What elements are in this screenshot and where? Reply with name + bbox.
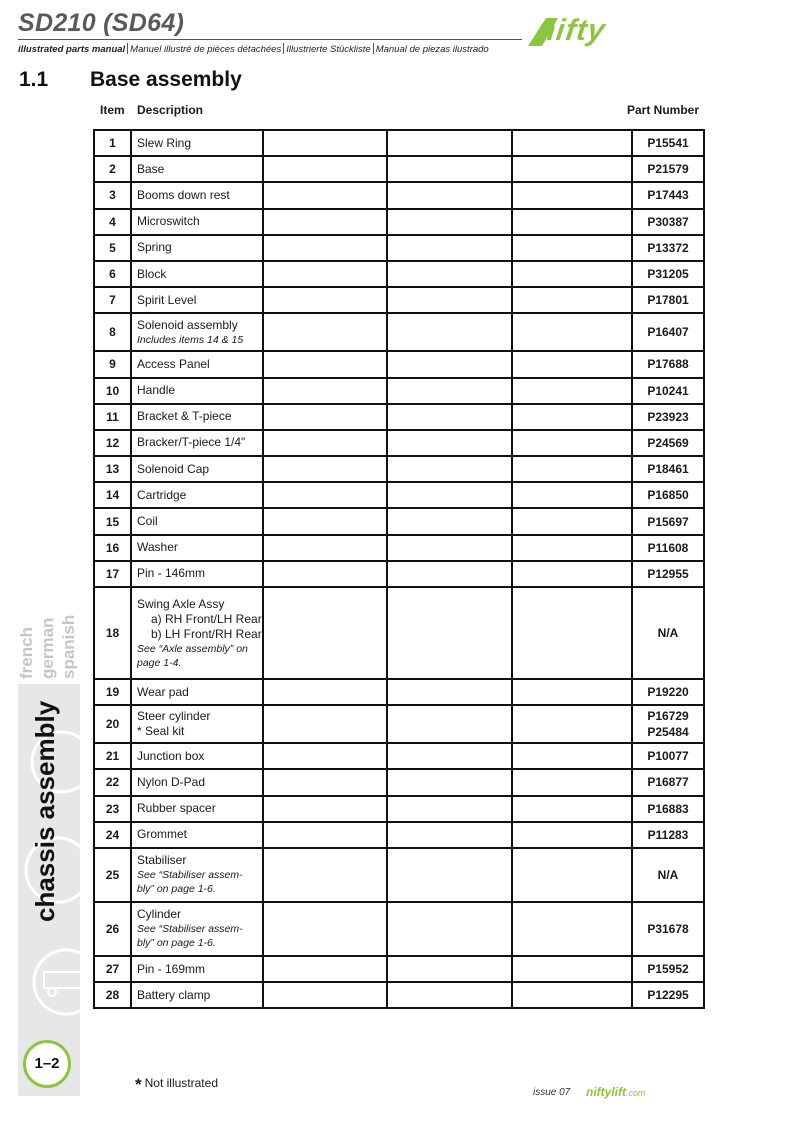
- blank-cell: [512, 182, 632, 208]
- description-cell: [131, 743, 263, 769]
- blank-cell: [263, 587, 387, 679]
- table-row: [94, 679, 704, 705]
- item-number-cell: 10: [94, 378, 131, 404]
- description-text: Bracket & T-piece: [137, 409, 232, 424]
- description-cell: [131, 822, 263, 848]
- item-number-cell: 2: [94, 156, 131, 182]
- item-number-cell: 18: [94, 587, 131, 679]
- blank-cell: [512, 902, 632, 956]
- description-cell: [131, 156, 263, 182]
- item-number-cell: 3: [94, 182, 131, 208]
- sidebar-language-spanish: spanish: [59, 614, 78, 679]
- subtitle-separator: [127, 43, 128, 54]
- part-number-text: P10077: [647, 749, 689, 764]
- chassis-watermark-icon: [34, 950, 80, 1014]
- blank-cell: [263, 156, 387, 182]
- description-cell: [131, 587, 263, 679]
- description-cell: [131, 313, 263, 351]
- part-number-cell: [632, 235, 704, 261]
- table-row: [94, 848, 704, 902]
- subtitle-german: Illustrierte Stückliste: [286, 44, 371, 55]
- item-number-cell: 8: [94, 313, 131, 351]
- description-cell: [131, 378, 263, 404]
- part-number-text: N/A: [657, 626, 679, 640]
- part-number-cell: [632, 209, 704, 235]
- table-row: [94, 743, 704, 769]
- item-number-cell: 1: [94, 130, 131, 156]
- part-number-cell: [632, 156, 704, 182]
- part-number-text: P15541: [647, 136, 689, 151]
- header-rule: [18, 39, 522, 40]
- description-text: Booms down rest: [137, 187, 230, 202]
- part-number-cell: [632, 456, 704, 482]
- table-row: [94, 956, 704, 982]
- blank-cell: [387, 482, 512, 508]
- column-header-item: Item: [100, 103, 125, 117]
- blank-cell: [387, 535, 512, 561]
- blank-cell: [512, 561, 632, 587]
- item-number-cell: 19: [94, 679, 131, 705]
- blank-cell: [512, 313, 632, 351]
- header-subtitle: [18, 43, 489, 55]
- part-number-cell: [632, 679, 704, 705]
- description-text: Solenoid Cap: [137, 461, 210, 476]
- blank-cell: [512, 378, 632, 404]
- page-number-badge: 1–2: [23, 1040, 71, 1088]
- part-number-text: P12295: [647, 988, 689, 1003]
- part-number-text: P17801: [647, 293, 689, 308]
- blank-cell: [387, 679, 512, 705]
- blank-cell: [512, 822, 632, 848]
- part-number-cell: [632, 130, 704, 156]
- description-text: Washer: [137, 540, 178, 555]
- blank-cell: [512, 769, 632, 795]
- description-cell: [131, 769, 263, 795]
- blank-cell: [263, 404, 387, 430]
- part-number-text: P16877: [647, 775, 689, 790]
- part-number-cell: [632, 404, 704, 430]
- blank-cell: [263, 130, 387, 156]
- part-number-cell: [632, 482, 704, 508]
- description-cell: [131, 902, 263, 956]
- part-number-text: P11283: [647, 827, 689, 842]
- item-number-cell: 25: [94, 848, 131, 902]
- description-text: Pin - 146mm: [137, 566, 206, 581]
- item-number-cell: 4: [94, 209, 131, 235]
- table-row: [94, 378, 704, 404]
- blank-cell: [263, 508, 387, 534]
- blank-cell: [512, 956, 632, 982]
- table-row: [94, 982, 704, 1008]
- blank-cell: [263, 430, 387, 456]
- part-number-cell: [632, 982, 704, 1008]
- blank-cell: [263, 261, 387, 287]
- blank-cell: [512, 351, 632, 377]
- table-row: [94, 705, 704, 743]
- item-number-cell: 28: [94, 982, 131, 1008]
- subtitle-english: illustrated parts manual: [18, 44, 126, 55]
- item-number-cell: 16: [94, 535, 131, 561]
- blank-cell: [512, 235, 632, 261]
- description-note: See “Axle assembly” on: [137, 642, 248, 655]
- item-number-cell: 14: [94, 482, 131, 508]
- description-text: Block: [137, 266, 167, 281]
- description-cell: [131, 561, 263, 587]
- table-row: [94, 587, 704, 679]
- blank-cell: [387, 561, 512, 587]
- description-text: Coil: [137, 514, 158, 529]
- blank-cell: [512, 156, 632, 182]
- blank-cell: [512, 982, 632, 1008]
- part-number-cell: [632, 848, 704, 902]
- blank-cell: [387, 182, 512, 208]
- parts-table: [93, 129, 705, 1009]
- part-number-text: P16407: [647, 325, 689, 340]
- footnote-asterisk: *: [135, 1075, 142, 1094]
- item-number-cell: 7: [94, 287, 131, 313]
- part-number-cell: [632, 287, 704, 313]
- blank-cell: [387, 796, 512, 822]
- blank-cell: [512, 796, 632, 822]
- part-number-text: P24569: [647, 435, 689, 450]
- description-note: See “Stabiliser assem-: [137, 869, 243, 882]
- part-number-cell: [632, 956, 704, 982]
- blank-cell: [387, 404, 512, 430]
- table-row: [94, 822, 704, 848]
- item-number-cell: 23: [94, 796, 131, 822]
- description-text: * Seal kit: [137, 724, 185, 739]
- blank-cell: [263, 351, 387, 377]
- description-text: Access Panel: [137, 356, 210, 371]
- blank-cell: [263, 209, 387, 235]
- description-cell: [131, 182, 263, 208]
- description-text: Handle: [137, 383, 176, 398]
- blank-cell: [387, 848, 512, 902]
- blank-cell: [263, 956, 387, 982]
- sidebar-language-german: german: [38, 617, 57, 679]
- blank-cell: [387, 430, 512, 456]
- description-text: Slew Ring: [137, 135, 192, 150]
- table-row: [94, 130, 704, 156]
- table-row: [94, 182, 704, 208]
- part-number-text: P31678: [647, 921, 689, 936]
- part-number-cell: [632, 378, 704, 404]
- part-number-text: P12955: [647, 566, 689, 581]
- blank-cell: [263, 982, 387, 1008]
- table-row: [94, 430, 704, 456]
- blank-cell: [512, 705, 632, 743]
- blank-cell: [387, 209, 512, 235]
- blank-cell: [387, 287, 512, 313]
- blank-cell: [263, 561, 387, 587]
- blank-cell: [387, 130, 512, 156]
- part-number-cell: [632, 796, 704, 822]
- description-cell: [131, 287, 263, 313]
- table-row: [94, 796, 704, 822]
- subtitle-separator: [373, 43, 374, 54]
- nifty-logo: nifty: [534, 14, 608, 47]
- table-row: [94, 456, 704, 482]
- blank-cell: [512, 404, 632, 430]
- description-text: Steer cylinder: [137, 709, 211, 724]
- item-number-cell: 27: [94, 956, 131, 982]
- blank-cell: [263, 822, 387, 848]
- part-number-text: P15952: [647, 962, 689, 977]
- section-number: 1.1: [19, 68, 49, 91]
- description-cell: [131, 848, 263, 902]
- blank-cell: [512, 209, 632, 235]
- blank-cell: [387, 982, 512, 1008]
- part-number-cell: [632, 561, 704, 587]
- part-number-text: P19220: [647, 685, 689, 700]
- description-cell: [131, 982, 263, 1008]
- blank-cell: [387, 769, 512, 795]
- description-text: Junction box: [137, 748, 205, 763]
- description-cell: [131, 679, 263, 705]
- table-row: [94, 156, 704, 182]
- table-row: [94, 261, 704, 287]
- footnote: [135, 1075, 218, 1095]
- column-header-part-number: Part Number: [626, 103, 699, 117]
- description-cell: [131, 482, 263, 508]
- description-note: bly” on page 1-6.: [137, 883, 216, 896]
- item-number-cell: 21: [94, 743, 131, 769]
- blank-cell: [512, 430, 632, 456]
- blank-cell: [512, 508, 632, 534]
- description-note: page 1-4.: [137, 656, 182, 669]
- blank-cell: [387, 705, 512, 743]
- item-number-cell: 11: [94, 404, 131, 430]
- table-row: [94, 235, 704, 261]
- blank-cell: [263, 482, 387, 508]
- subtitle-french: Manuel illustré de pièces détachées: [130, 44, 282, 55]
- blank-cell: [387, 313, 512, 351]
- item-number-cell: 5: [94, 235, 131, 261]
- description-cell: [131, 456, 263, 482]
- description-subitem: a) RH Front/LH Rear: [151, 611, 262, 626]
- item-number-cell: 13: [94, 456, 131, 482]
- part-number-cell: [632, 587, 704, 679]
- blank-cell: [263, 378, 387, 404]
- description-cell: [131, 261, 263, 287]
- table-row: [94, 404, 704, 430]
- subtitle-separator: [283, 43, 284, 54]
- blank-cell: [512, 130, 632, 156]
- blank-cell: [387, 156, 512, 182]
- table-row: [94, 902, 704, 956]
- table-row: [94, 209, 704, 235]
- blank-cell: [387, 956, 512, 982]
- part-number-text: P15697: [647, 514, 689, 529]
- blank-cell: [263, 535, 387, 561]
- table-row: [94, 561, 704, 587]
- blank-cell: [263, 769, 387, 795]
- part-number-cell: [632, 430, 704, 456]
- blank-cell: [263, 313, 387, 351]
- blank-cell: [387, 261, 512, 287]
- description-note: bly” on page 1-6.: [137, 937, 216, 950]
- description-text: Grommet: [137, 827, 188, 842]
- blank-cell: [387, 351, 512, 377]
- part-number-text: P25484: [647, 725, 689, 740]
- blank-cell: [387, 902, 512, 956]
- blank-cell: [512, 482, 632, 508]
- item-number-cell: 15: [94, 508, 131, 534]
- blank-cell: [387, 378, 512, 404]
- description-text: Cylinder: [137, 907, 182, 922]
- blank-cell: [512, 261, 632, 287]
- blank-cell: [263, 705, 387, 743]
- blank-cell: [263, 235, 387, 261]
- part-number-text: P10241: [647, 383, 689, 398]
- blank-cell: [263, 848, 387, 902]
- part-number-text: N/A: [657, 867, 679, 882]
- description-cell: [131, 796, 263, 822]
- item-number-cell: 22: [94, 769, 131, 795]
- blank-cell: [387, 743, 512, 769]
- description-text: Spring: [137, 240, 172, 255]
- footnote-text: Not illustrated: [144, 1076, 218, 1090]
- description-cell: [131, 430, 263, 456]
- table-row: [94, 351, 704, 377]
- column-header-description: Description: [137, 103, 204, 117]
- part-number-text: P30387: [647, 214, 689, 229]
- part-number-cell: [632, 313, 704, 351]
- description-cell: [131, 209, 263, 235]
- document-model-title: SD210 (SD64): [18, 9, 185, 37]
- description-cell: [131, 351, 263, 377]
- description-text: Spirit Level: [137, 292, 197, 307]
- description-note: Includes items 14 & 15: [137, 333, 244, 346]
- part-number-text: P21579: [647, 162, 689, 177]
- description-text: Microswitch: [137, 214, 200, 229]
- description-cell: [131, 508, 263, 534]
- issue-number: issue 07: [533, 1087, 571, 1098]
- part-number-text: P17688: [647, 357, 689, 372]
- part-number-text: P13372: [647, 240, 689, 255]
- blank-cell: [387, 456, 512, 482]
- description-cell: [131, 404, 263, 430]
- description-text: Battery clamp: [137, 987, 211, 1002]
- blank-cell: [387, 587, 512, 679]
- part-number-cell: [632, 508, 704, 534]
- footer-brand: [586, 1085, 646, 1099]
- description-text: Nylon D-Pad: [137, 774, 206, 789]
- item-number-cell: 12: [94, 430, 131, 456]
- description-text: Rubber spacer: [137, 801, 216, 816]
- description-note: See “Stabiliser assem-: [137, 923, 243, 936]
- sidebar-section-title: chassis assembly: [30, 700, 60, 922]
- blank-cell: [263, 287, 387, 313]
- part-number-cell: [632, 902, 704, 956]
- description-text: Solenoid assembly: [137, 317, 238, 332]
- part-number-cell: [632, 261, 704, 287]
- blank-cell: [512, 743, 632, 769]
- description-subitem: b) LH Front/RH Rear: [151, 626, 262, 641]
- item-number-cell: 26: [94, 902, 131, 956]
- part-number-text: P16850: [647, 488, 689, 503]
- table-row: [94, 535, 704, 561]
- part-number-cell: [632, 743, 704, 769]
- part-number-text: P18461: [647, 462, 689, 477]
- part-number-cell: [632, 769, 704, 795]
- table-row: [94, 313, 704, 351]
- blank-cell: [263, 743, 387, 769]
- blank-cell: [512, 587, 632, 679]
- blank-cell: [512, 535, 632, 561]
- item-number-cell: 9: [94, 351, 131, 377]
- description-cell: [131, 535, 263, 561]
- part-number-cell: [632, 351, 704, 377]
- description-text: Stabiliser: [137, 853, 187, 868]
- item-number-cell: 17: [94, 561, 131, 587]
- sidebar-language-french: french: [17, 627, 36, 679]
- part-number-cell: [632, 182, 704, 208]
- description-text: Pin - 169mm: [137, 961, 206, 976]
- description-text: Wear pad: [137, 684, 189, 699]
- item-number-cell: 20: [94, 705, 131, 743]
- description-cell: [131, 130, 263, 156]
- footer-brand-suffix: .com: [626, 1088, 646, 1098]
- blank-cell: [263, 796, 387, 822]
- footer-brand-name: niftylift: [586, 1085, 626, 1099]
- parts-table-body: [94, 130, 704, 1008]
- blank-cell: [512, 456, 632, 482]
- table-row: [94, 769, 704, 795]
- description-cell: [131, 235, 263, 261]
- part-number-cell: [632, 822, 704, 848]
- description-cell: [131, 956, 263, 982]
- part-number-text: P31205: [647, 267, 689, 282]
- table-row: [94, 508, 704, 534]
- part-number-text: P16729: [647, 709, 689, 724]
- part-number-text: P16883: [647, 801, 689, 816]
- part-number-text: P11608: [647, 540, 689, 555]
- blank-cell: [387, 235, 512, 261]
- description-cell: [131, 705, 263, 743]
- part-number-cell: [632, 535, 704, 561]
- blank-cell: [512, 848, 632, 902]
- blank-cell: [263, 456, 387, 482]
- subtitle-spanish: Manual de piezas ilustrado: [375, 44, 489, 55]
- description-text: Cartridge: [137, 487, 187, 502]
- part-number-cell: [632, 705, 704, 743]
- blank-cell: [263, 679, 387, 705]
- blank-cell: [512, 287, 632, 313]
- blank-cell: [387, 822, 512, 848]
- part-number-text: P17443: [647, 188, 689, 203]
- item-number-cell: 24: [94, 822, 131, 848]
- part-number-text: P23923: [647, 409, 689, 424]
- description-text: Swing Axle Assy: [137, 596, 225, 611]
- table-row: [94, 287, 704, 313]
- table-row: [94, 482, 704, 508]
- blank-cell: [512, 679, 632, 705]
- item-number-cell: 6: [94, 261, 131, 287]
- description-text: Base: [137, 161, 165, 176]
- blank-cell: [263, 182, 387, 208]
- blank-cell: [263, 902, 387, 956]
- blank-cell: [387, 508, 512, 534]
- section-title: Base assembly: [90, 68, 242, 91]
- description-text: Bracker/T-piece 1/4": [137, 435, 246, 450]
